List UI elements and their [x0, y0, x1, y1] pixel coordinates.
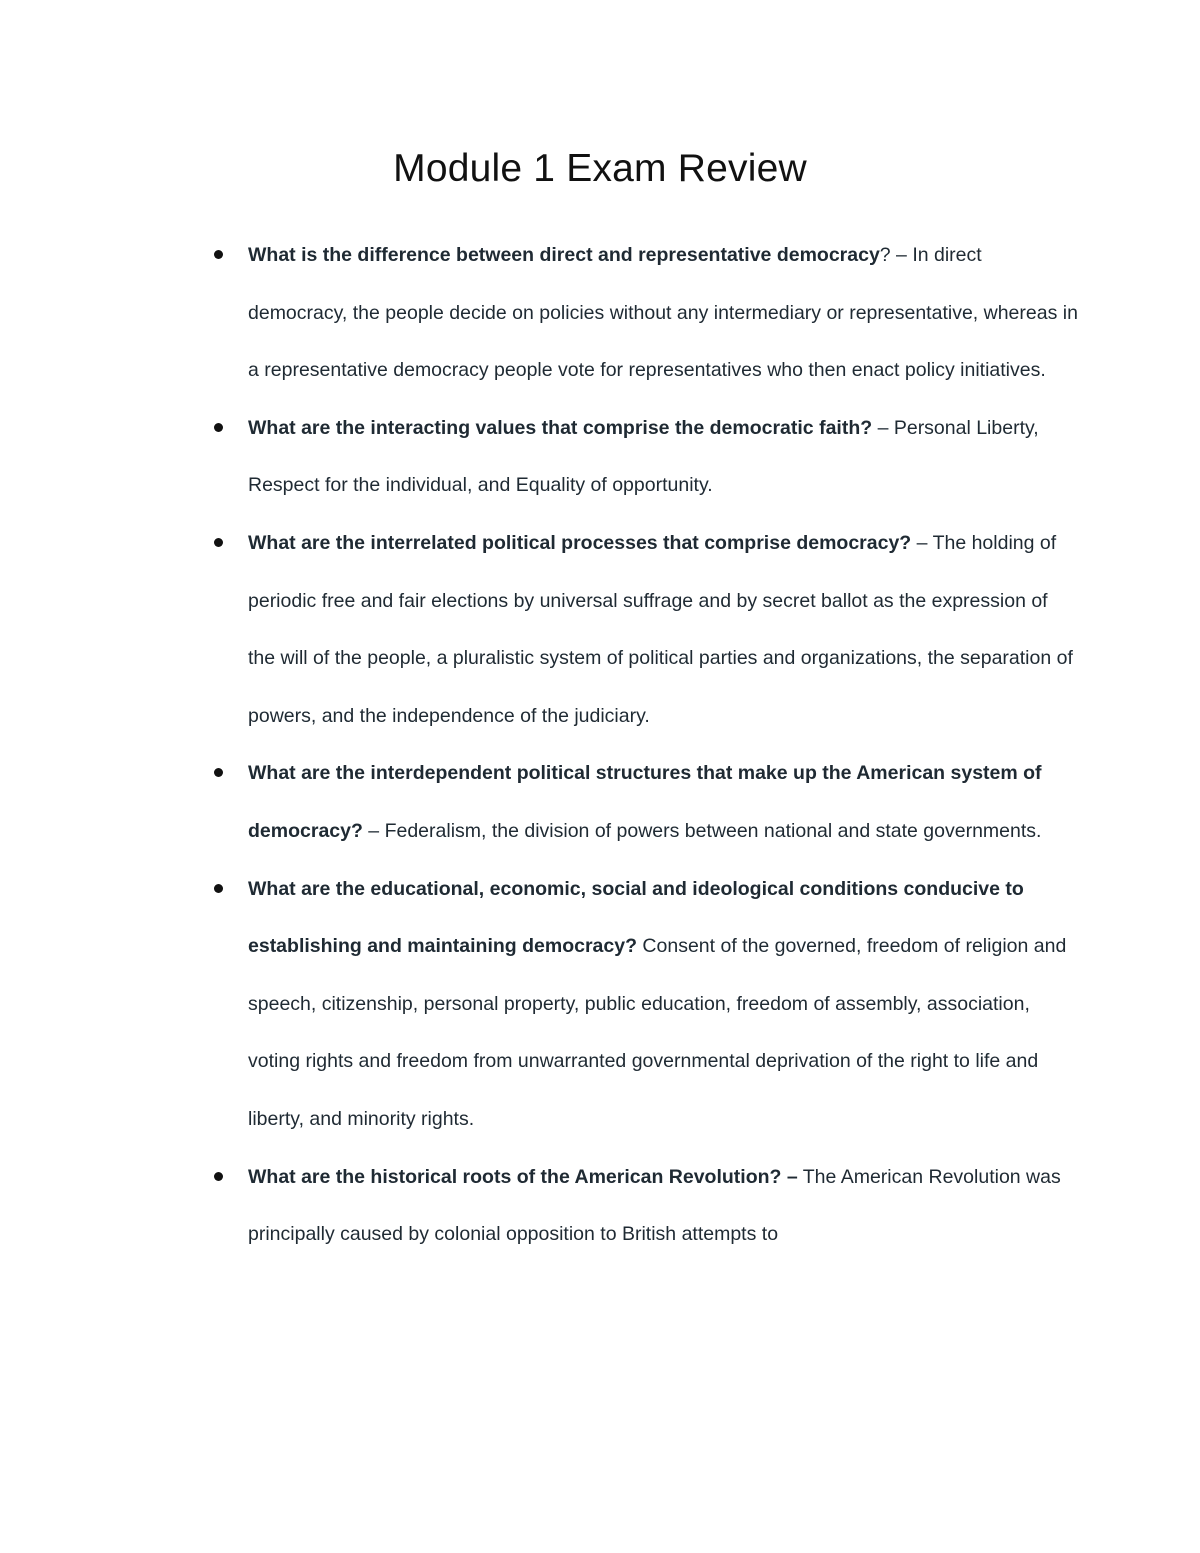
page-title: Module 1 Exam Review	[393, 147, 807, 190]
answer-text: – Federalism, the division of powers between national and state governments.	[362, 819, 1042, 842]
answer-text: The American Revolution was principally caused by colonial opposition to British attempts to	[248, 1165, 1061, 1246]
bullet-icon	[214, 423, 223, 432]
question-text: What are the educational, economic, social and ideological conditions conducive to establishing and maintaining democracy?	[248, 877, 1024, 958]
list-item	[248, 227, 1078, 400]
question-text: What are the historical roots of the American Revolution? –	[248, 1165, 798, 1188]
list-item	[248, 515, 1078, 745]
list-item	[248, 400, 1078, 515]
bullet-icon	[214, 768, 223, 777]
bullet-icon	[214, 1172, 223, 1181]
bullet-icon	[214, 250, 223, 259]
list-item	[248, 861, 1078, 1149]
list-item	[248, 1149, 1078, 1264]
review-question-list	[248, 227, 1078, 1264]
question-text: What is the difference between direct and representative democracy	[248, 244, 880, 266]
answer-text: – Personal Liberty, Respect for the individual, and Equality of opportunity.	[248, 416, 1039, 497]
question-text: What are the interrelated political processes that comprise democracy?	[248, 531, 912, 554]
bullet-icon	[214, 538, 223, 547]
question-text: What are the interdependent political structures that make up the American system of democracy?	[248, 762, 1042, 842]
list-item	[248, 745, 1078, 860]
question-text: What are the interacting values that comprise the democratic faith?	[248, 416, 873, 439]
answer-text: ? – In direct democracy, the people decide on policies without any intermediary or representative, whereas in a representative democracy people vote for representatives who then enact policy initiatives.	[248, 244, 1078, 382]
answer-text: Consent of the governed, freedom of religion and speech, citizenship, personal property, public education, freedom of assembly, association, voting rights and freedom from unwarranted governmental deprivation of the right to life and liberty, and minority rights.	[248, 935, 1067, 1130]
answer-text: – The holding of periodic free and fair elections by universal suffrage and by secret ballot as the expression of the will of the people, a pluralistic system of political parties and organizations, the separation of powers, and the independence of the judiciary.	[248, 531, 1073, 727]
bullet-icon	[214, 884, 223, 893]
